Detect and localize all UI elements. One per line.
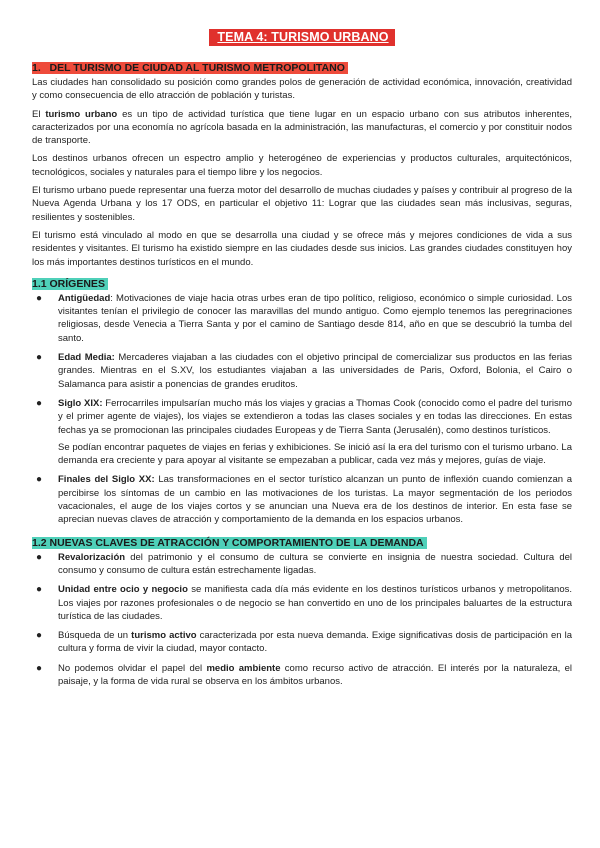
item-bold: Siglo XIX:: [58, 397, 103, 409]
document-title: [32, 28, 572, 46]
bullet-icon: ●: [36, 551, 43, 563]
item-text: caracterizada por esta nueva demanda. Exige significativas dosis de participación en la cultura y forma de vivir la ciudad, mayor contacto.: [58, 630, 573, 655]
item-bold: Revalorización: [58, 551, 126, 563]
bullet-icon: ●: [36, 352, 43, 364]
bullet-icon: ●: [36, 474, 43, 486]
section-1-2: [32, 533, 572, 689]
list-item: [36, 583, 573, 623]
item-text: como recurso activo de atracción. El interés por la naturaleza, el paisaje, y la forma de vida rural se observa en los ámbitos urbanos.: [58, 662, 572, 687]
origins-list: [32, 292, 572, 527]
item-text: : Motivaciones de viaje hacia otras urbes eran de tipo político, religioso, económico o simple curiosidad. Los visitantes tenían el privilegio de conocer las maravillas del mundo antiguo. Como ejemplo tenemos las peregrinaciones religiosas, desde Venecia a Tierra Santa y por el camino de Santiago desde 814, año en que se descubrió la tumba del santo.: [58, 292, 572, 344]
new-keys-list: [32, 551, 572, 689]
bullet-icon: ●: [36, 584, 43, 596]
paragraph-1: Las ciudades han consolidado su posición como grandes polos de generación de actividad económica, innovación, creatividad y como consecuencia de ello atracción de población y turistas.: [32, 77, 572, 102]
bullet-icon: ●: [36, 662, 43, 674]
item-pre: Búsqueda de un: [58, 630, 132, 642]
section-1-heading: 1. DEL TURISMO DE CIUDAD AL TURISMO METROPOLITANO: [32, 62, 348, 74]
list-item: [36, 292, 572, 345]
paragraph-5: El turismo está vinculado al modo en que se desarrolla una ciudad y se ofrece más y mejores condiciones de vida a sus residentes y visitantes. El turismo ha existido siempre en las ciudades desde sus inicios. Las grandes ciudades constituyen hoy los más importantes destinos turísticos en el mundo.: [32, 229, 572, 268]
list-item: [36, 662, 572, 689]
paragraph-2-post: es un tipo de actividad turística que tiene lugar en un espacio urbano con sus atributos inherentes, caracterizados por una economía no agrícola basada en la administración, las manufacturas, el comercio y por constituir nodos de transporte.: [32, 108, 573, 147]
item-text: Ferrocarriles impulsarían mucho más los viajes y gracias a Thomas Cook (conocido como el padre del turismo y el primer agente de viajes), los viajes se extendieron a todas las clases sociales y en todas las direcciones. En estas fechas ya se promocionan las principales ciudades Europeas y de Tierra Santa (Jerusalén), como destinos turísticos.: [58, 397, 572, 436]
section-1-1-heading: 1.1 ORÍGENES: [32, 278, 108, 290]
item-bold: Edad Media:: [58, 352, 115, 364]
item-text: se manifiesta cada día más evidente en los destinos turísticos urbanos y metropolitanos. Los viajes por razones profesionales o de negocio se han convertido en uno de los principales baluartes de la estructura turística de las ciudades.: [58, 584, 573, 622]
section-1-2-heading: 1.2 NUEVAS CLAVES DE ATRACCIÓN Y COMPORTAMIENTO DE LA DEMANDA: [32, 537, 427, 549]
item-pre: No podemos olvidar el papel del: [58, 662, 207, 674]
bullet-icon: ●: [36, 292, 43, 304]
list-item: [36, 397, 572, 467]
paragraph-4: El turismo urbano puede representar una fuerza motor del desarrollo de muchas ciudades y países y contribuir al progreso de la Nueva Agenda Urbana y los 17 ODS, en particular el objetivo 11: Lograr que las ciudades sean más inclusivas, seguras, resilientes y sostenibles.: [32, 185, 572, 223]
bullet-icon: ●: [36, 630, 43, 642]
paragraph-2-pre: El: [32, 108, 46, 120]
list-item: [36, 473, 573, 526]
title-text: TEMA 4: TURISMO URBANO: [209, 29, 394, 46]
item-text: del patrimonio y el consumo de cultura se convierte en insignia de nuestra sociedad. Cultura del consumo y consumo de cultura están estrechamente ligadas.: [58, 551, 572, 576]
item-bold: turismo activo: [131, 630, 197, 642]
section-1-1: [32, 274, 572, 527]
item-bold: medio ambiente: [206, 662, 281, 674]
list-item: [36, 629, 573, 656]
item-bold: Unidad entre ocio y negocio: [58, 584, 188, 596]
item-text: Mercaderes viajaban a las ciudades con el objetivo principal de comercializar sus productos en las ferias grandes. Mientras en el S.XV, los estudiantes viajaban a las universidades de Paris, Oxford, Bolonia, el Cairo o Salamanca para asistir a ponencias de grandes eruditos.: [58, 352, 572, 390]
item-bold: Finales del Siglo XX:: [58, 474, 155, 486]
list-item: [36, 351, 572, 391]
item-extra-paragraph: Se podían encontrar paquetes de viajes en ferias y exhibiciones. Se inició así la era del turismo con el turismo urbano. La demanda era creciente y para apoyar al visitante se empezaban a publicar, cada vez más y mejores, guías de viaje.: [58, 441, 572, 467]
paragraph-2-bold: turismo urbano: [45, 108, 118, 120]
paragraph-3: Los destinos urbanos ofrecen un espectro amplio y heterogéneo de experiencias y productos culturales, arquitectónicos, tecnológicos, sociales y naturales para el tiempo libre y los negocios.: [32, 153, 572, 178]
item-bold: Antigüedad: [58, 292, 111, 304]
section-1: [32, 58, 572, 269]
bullet-icon: ●: [36, 397, 43, 409]
list-item: [36, 551, 572, 578]
item-text: Las transformaciones en el sector turístico alcanzan un punto de inflexión cuando comienzan a percibirse los síntomas de un cambio en las motivaciones de los turistas. La mayor segmentación de los periodos vacacionales, el auge de los viajes cortos y se anuncian una Nueva era de los destinos de interior. En esta fase se aprecian nuevas claves de atracción y comportamiento de la demanda en los espacios urbanos.: [58, 474, 573, 526]
document-page: [32, 28, 572, 694]
paragraph-2: [32, 108, 572, 148]
